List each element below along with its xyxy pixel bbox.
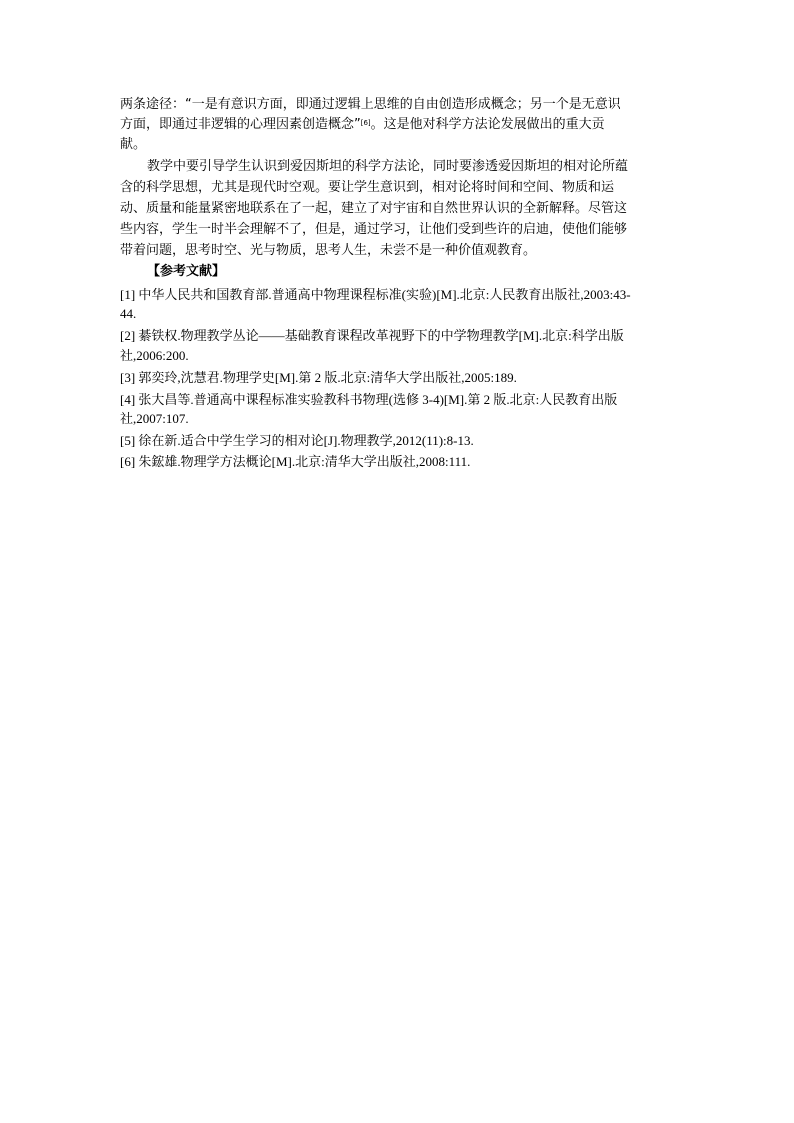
- paragraph-2-line-2: 含的科学思想，尤其是现代时空观。要让学生意识到，相对论将时间和空间、物质和运: [120, 180, 615, 195]
- reference-1-line-1: [1] 中华人民共和国教育部.普通高中物理课程标准(实验)[M].北京:人民教育出版社,2003:43-: [120, 287, 631, 302]
- paragraph-2-line-4: 些内容，学生一时半会理解不了，但是，通过学习，让他们受到些许的启迪，使他们能够: [120, 222, 628, 237]
- paragraph-2-line-3: 动、质量和能量紧密地联系在了一起，建立了对宇宙和自然世界认识的全新解释。尽管这: [120, 201, 628, 216]
- reference-4-line-1: [4] 张大昌等.普通高中课程标准实验教科书物理(选修 3-4)[M].第 2 版.北京:人民教育出版: [120, 392, 618, 407]
- paragraph-1-line-2-tail: 。这是他对科学方法论发展做出的重大贡: [370, 117, 605, 132]
- reference-2-line-2: 社,2006:200.: [120, 348, 189, 363]
- paragraph-2-line-1: 教学中要引导学生认识到爱因斯坦的科学方法论，同时要渗透爱因斯坦的相对论所蕴: [147, 159, 629, 174]
- paragraph-1-line-2: [120, 116, 605, 134]
- reference-2-line-1: [2] 綦铁权.物理教学丛论——基础教育课程改革视野下的中学物理教学[M].北京:科学出版: [120, 328, 624, 343]
- paragraph-1-line-2-text: 方面，即通过非逻辑的心理因素创造概念”: [120, 117, 361, 132]
- reference-4-line-2: 社,2007:107.: [120, 411, 189, 426]
- reference-5: [5] 徐在新.适合中学生学习的相对论[J].物理教学,2012(11):8-13.: [120, 433, 474, 448]
- references-heading: 【参考文献】: [147, 264, 226, 279]
- reference-6: [6] 朱鋐雄.物理学方法概论[M].北京:清华大学出版社,2008:111.: [120, 454, 471, 469]
- citation-marker: [6]: [360, 119, 371, 127]
- paragraph-1-line-3: 献。: [120, 137, 147, 152]
- paragraph-2-line-5: 带着问题，思考时空、光与物质，思考人生，未尝不是一种价值观教育。: [120, 243, 537, 258]
- reference-3: [3] 郭奕玲,沈慧君.物理学史[M].第 2 版.北京:清华大学出版社,2005:189.: [120, 370, 517, 385]
- reference-1-line-2: 44.: [120, 306, 137, 321]
- paragraph-1-line-1: 两条途径：“一是有意识方面，即通过逻辑上思维的自由创造形成概念；另一个是无意识: [120, 97, 621, 112]
